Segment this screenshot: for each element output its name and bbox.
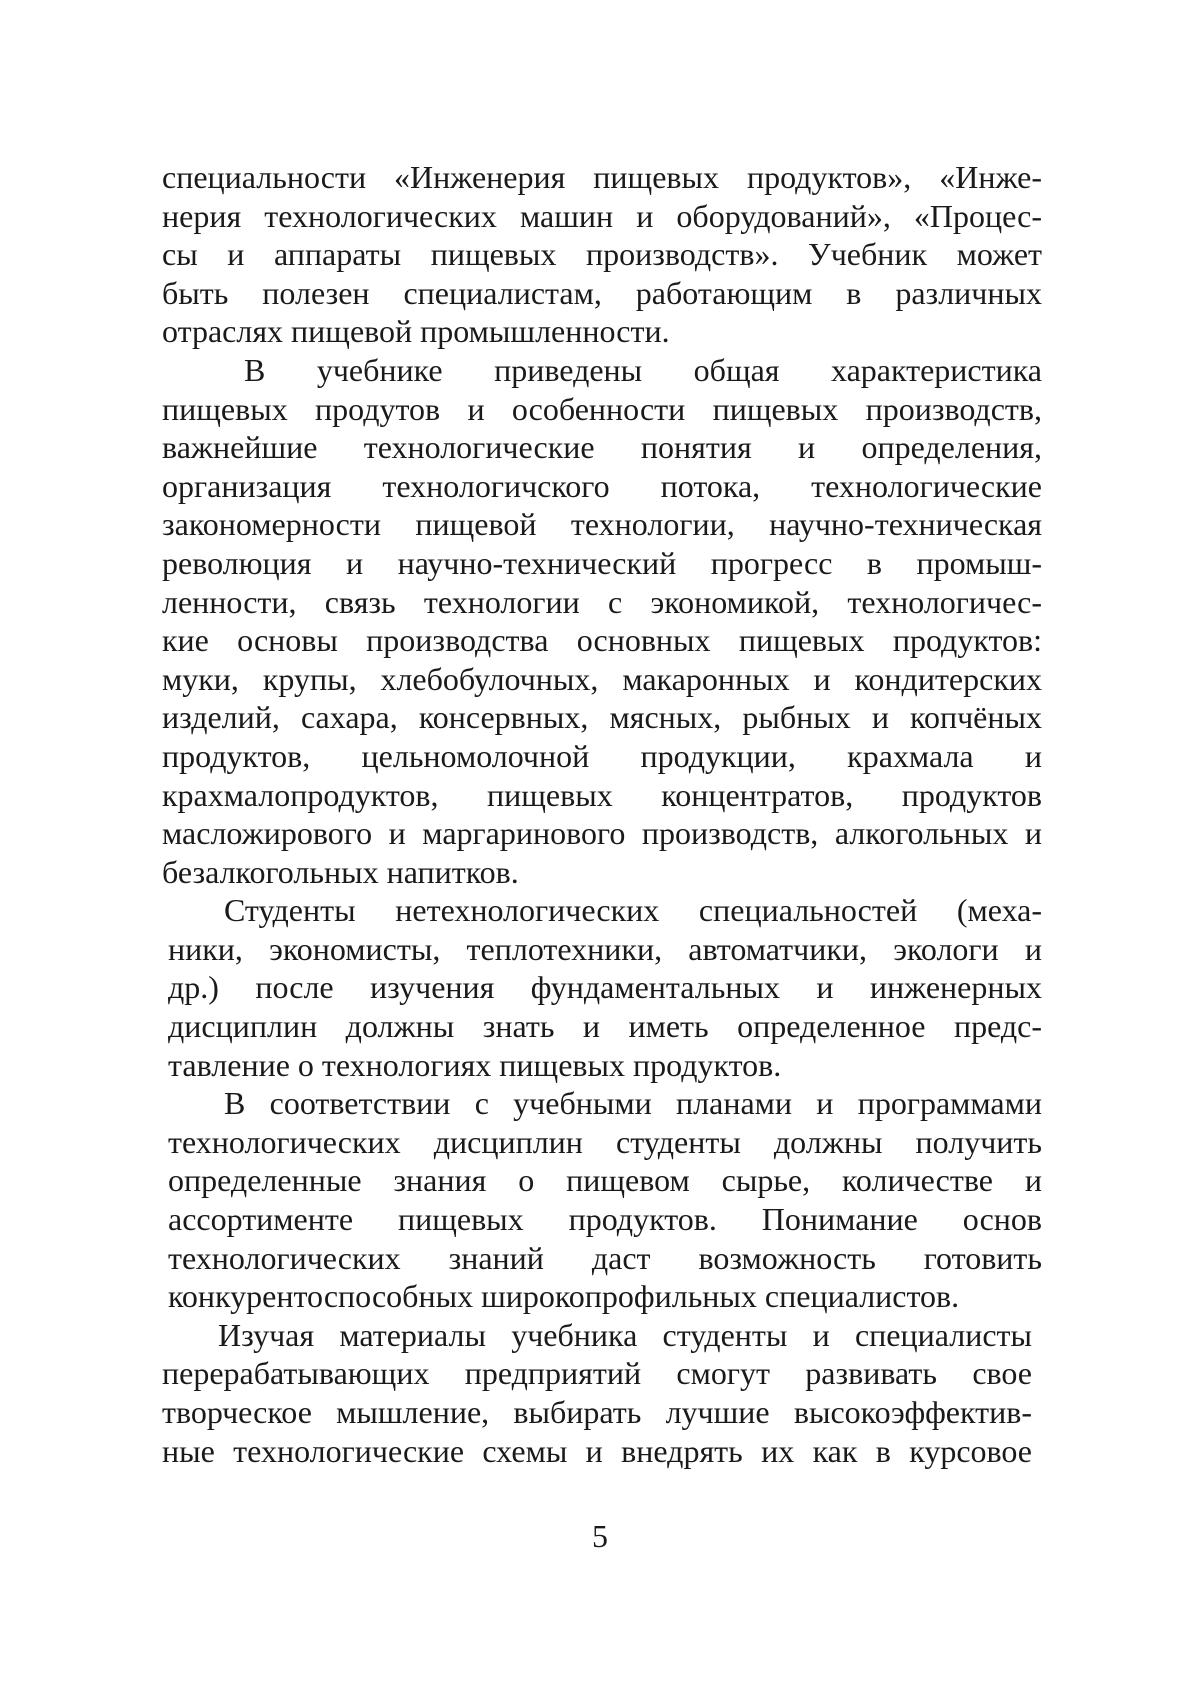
text-line: важнейшие технологические понятия и определения, bbox=[162, 429, 1042, 466]
text-line: Студенты нетехнологических специальностей (меха- bbox=[224, 892, 1042, 929]
text-line: закономерности пищевой технологии, научно-техническая bbox=[162, 506, 1042, 543]
text-line: ассортименте пищевых продуктов. Понимание основ bbox=[168, 1201, 1042, 1238]
text-line: безалкогольных напитков. bbox=[162, 853, 519, 890]
text-line: др.) после изучения фундаментальных и инженерных bbox=[168, 969, 1042, 1006]
text-line: В учебнике приведены общая характеристика bbox=[244, 351, 1042, 388]
text-line: творческое мышление, выбирать лучшие высокоэффектив- bbox=[162, 1394, 1032, 1430]
text-line: конкурентоспособных широкопрофильных специалистов. bbox=[168, 1278, 960, 1315]
text-line: изделий, сахара, консервных, мясных, рыбных и копчёных bbox=[162, 699, 1042, 736]
text-line: нерия технологических машин и оборудований», «Процес- bbox=[162, 197, 1042, 234]
text-line: определенные знания о пищевом сырье, количестве и bbox=[168, 1162, 1042, 1199]
text-line: ники, экономисты, теплотехники, автоматчики, экологи и bbox=[168, 930, 1042, 967]
body-text bbox=[162, 158, 1042, 1470]
text-line: отраслях пищевой промышленности. bbox=[162, 313, 670, 350]
text-line: революция и научно-технический прогресс в промыш- bbox=[162, 544, 1042, 581]
text-line: масложирового и маргаринового производств, алкогольных и bbox=[162, 815, 1042, 852]
text-line: сы и аппараты пищевых производств». Учебник может bbox=[162, 236, 1042, 273]
text-line: пищевых продутов и особенности пищевых производств, bbox=[162, 390, 1042, 427]
text-line: организация технологичского потока, технологические bbox=[162, 467, 1042, 504]
text-line: ленности, связь технологии с экономикой, технологичес- bbox=[162, 583, 1042, 620]
text-line: Изучая материалы учебника студенты и специалисты bbox=[218, 1316, 1032, 1353]
text-line: дисциплин должны знать и иметь определенное предс- bbox=[168, 1008, 1042, 1045]
text-line: технологических знаний даст возможность готовить bbox=[168, 1239, 1042, 1276]
text-line: кие основы производства основных пищевых продуктов: bbox=[162, 622, 1042, 659]
text-line: технологических дисциплин студенты должны получить bbox=[168, 1123, 1042, 1160]
text-line: продуктов, цельномолочной продукции, крахмала и bbox=[162, 737, 1042, 774]
text-line: муки, крупы, хлебобулочных, макаронных и кондитерских bbox=[162, 660, 1042, 697]
text-line: В соответствии с учебными планами и программами bbox=[224, 1085, 1042, 1122]
text-line: крахмалопродуктов, пищевых концентратов, продуктов bbox=[162, 776, 1042, 813]
text-line: быть полезен специалистам, работающим в различных bbox=[162, 274, 1042, 311]
page-number: 5 bbox=[592, 1518, 608, 1554]
text-line: ные технологические схемы и внедрять их как в курсовое bbox=[162, 1432, 1032, 1469]
text-line: перерабатывающих предприятий смогут развивать свое bbox=[162, 1355, 1032, 1392]
text-line: специальности «Инженерия пищевых продуктов», «Инже- bbox=[162, 159, 1042, 195]
text-line: тавление о технологиях пищевых продуктов. bbox=[168, 1046, 782, 1083]
